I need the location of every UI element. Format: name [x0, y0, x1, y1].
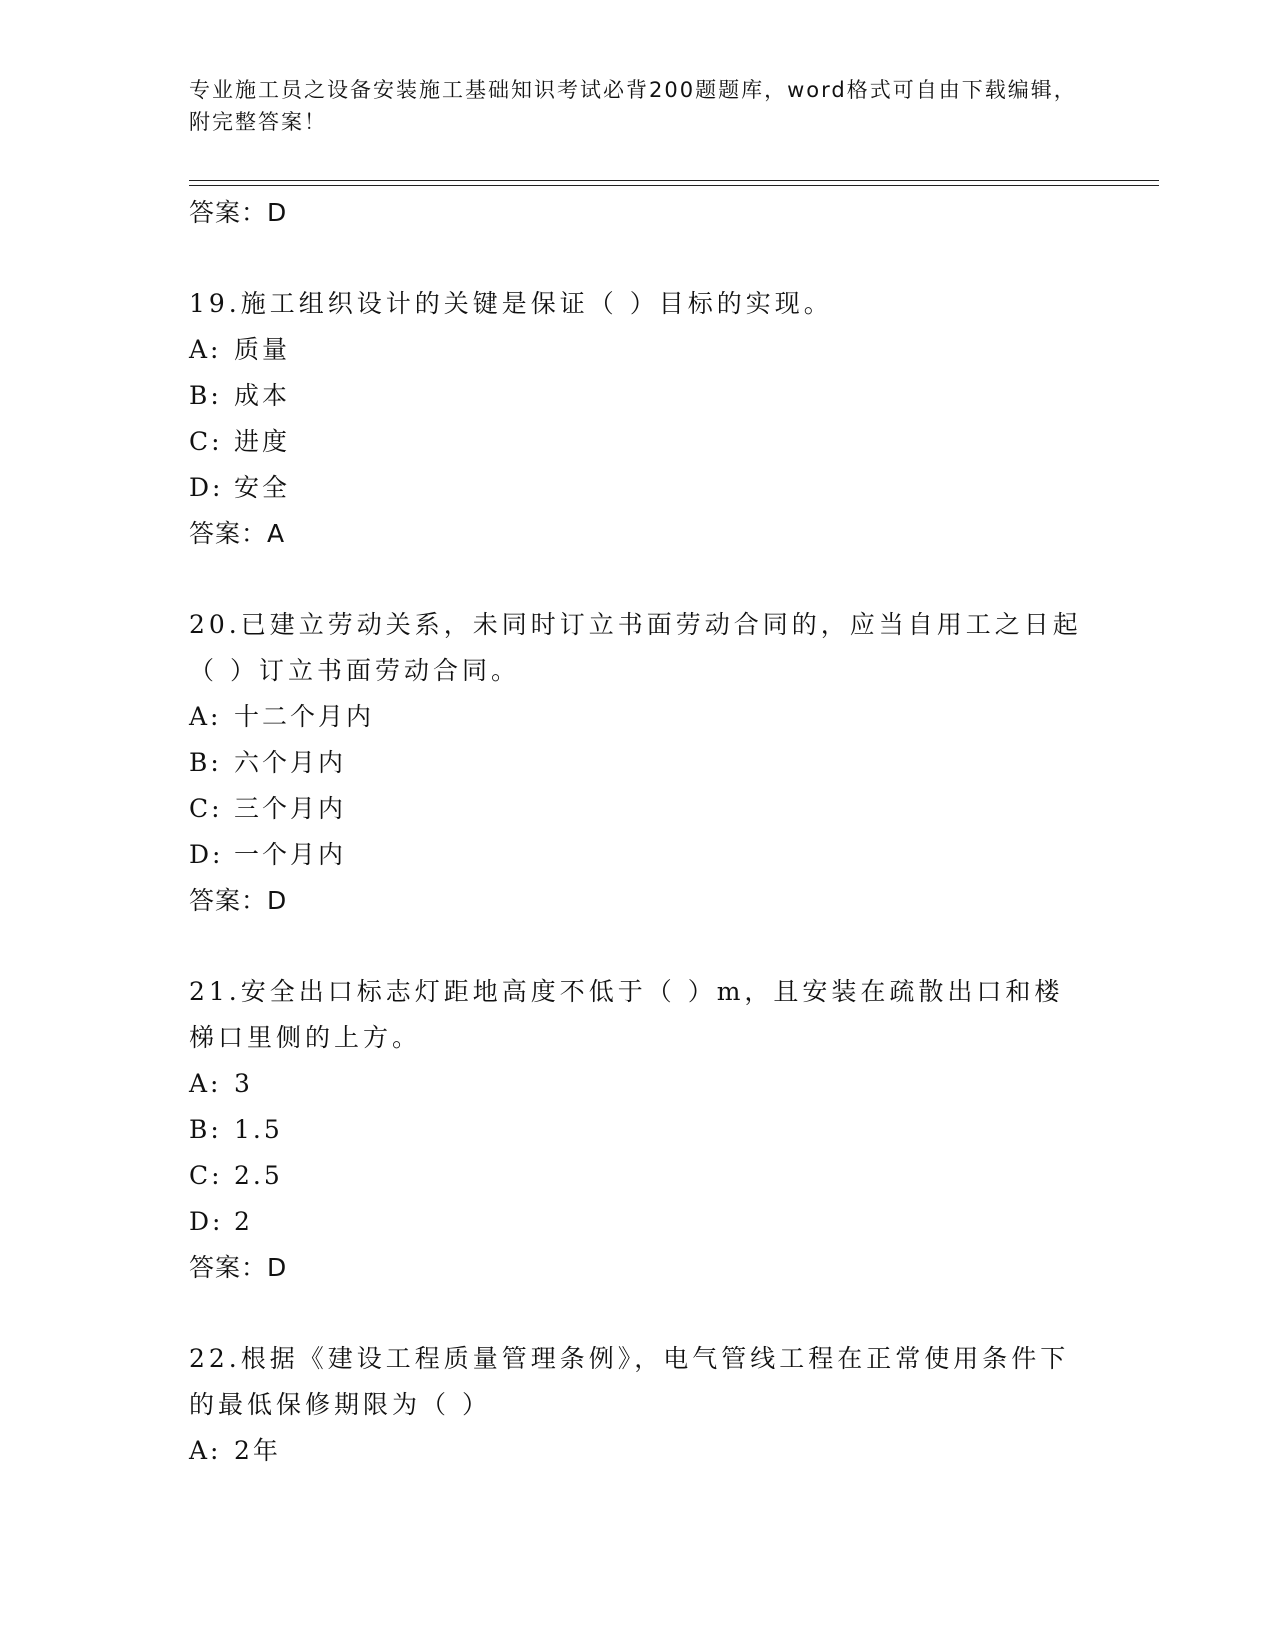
question-list	[189, 190, 1089, 1474]
option-c	[189, 786, 1089, 832]
option-d	[189, 832, 1089, 878]
answer-line: 答案：A	[189, 519, 286, 548]
option-text: 一个月内	[234, 840, 347, 869]
header-divider-top	[189, 180, 1159, 181]
question-block	[189, 969, 1089, 1291]
option-b	[189, 373, 1089, 419]
option-letter: C:	[189, 1161, 223, 1190]
option-d	[189, 1199, 1089, 1245]
answer-line: 答案：D	[189, 1253, 288, 1282]
question-text: 19.施工组织设计的关键是保证（ ）目标的实现。	[189, 289, 833, 318]
option-letter: A:	[189, 702, 222, 731]
option-c	[189, 1153, 1089, 1199]
option-text: 2.5	[234, 1161, 283, 1190]
option-text: 成本	[234, 381, 291, 410]
option-letter: C:	[189, 794, 223, 823]
option-c	[189, 419, 1089, 465]
option-letter: B:	[189, 381, 222, 410]
question-text: 21.安全出口标志灯距地高度不低于（ ）m，且安装在疏散出口和楼梯口里侧的上方。	[189, 977, 1064, 1052]
option-text: 进度	[234, 427, 291, 456]
option-text: 2	[234, 1207, 253, 1236]
answer-line: 答案：D	[189, 886, 288, 915]
question-text: 20.已建立劳动关系，未同时订立书面劳动合同的，应当自用工之日起（ ）订立书面劳动合同。	[189, 610, 1082, 685]
option-a	[189, 694, 1089, 740]
option-letter: A:	[189, 1069, 222, 1098]
option-text: 六个月内	[234, 748, 347, 777]
option-d	[189, 465, 1089, 511]
option-text: 1.5	[234, 1115, 283, 1144]
option-letter: D:	[189, 840, 224, 869]
option-letter: A:	[189, 1436, 222, 1465]
answer-line: 答案：D	[189, 198, 288, 227]
option-letter: D:	[189, 473, 224, 502]
option-text: 十二个月内	[234, 702, 375, 731]
question-block	[189, 281, 1089, 557]
option-text: 安全	[234, 473, 291, 502]
option-letter: D:	[189, 1207, 224, 1236]
question-block	[189, 602, 1089, 924]
document-header: 专业施工员之设备安装施工基础知识考试必背200题题库，word格式可自由下载编辑，附完整答案！	[189, 78, 1077, 134]
question-block	[189, 1336, 1089, 1474]
option-a	[189, 1428, 1089, 1474]
option-letter: B:	[189, 1115, 222, 1144]
option-b	[189, 1107, 1089, 1153]
option-text: 质量	[234, 335, 291, 364]
option-text: 三个月内	[234, 794, 347, 823]
option-a	[189, 327, 1089, 373]
question-text: 22.根据《建设工程质量管理条例》，电气管线工程在正常使用条件下的最低保修期限为（ ）	[189, 1344, 1070, 1419]
header-divider-bottom	[189, 185, 1159, 186]
option-letter: B:	[189, 748, 222, 777]
option-a	[189, 1061, 1089, 1107]
option-text: 2年	[234, 1436, 281, 1465]
option-letter: C:	[189, 427, 223, 456]
option-b	[189, 740, 1089, 786]
option-letter: A:	[189, 335, 222, 364]
option-text: 3	[234, 1069, 253, 1098]
